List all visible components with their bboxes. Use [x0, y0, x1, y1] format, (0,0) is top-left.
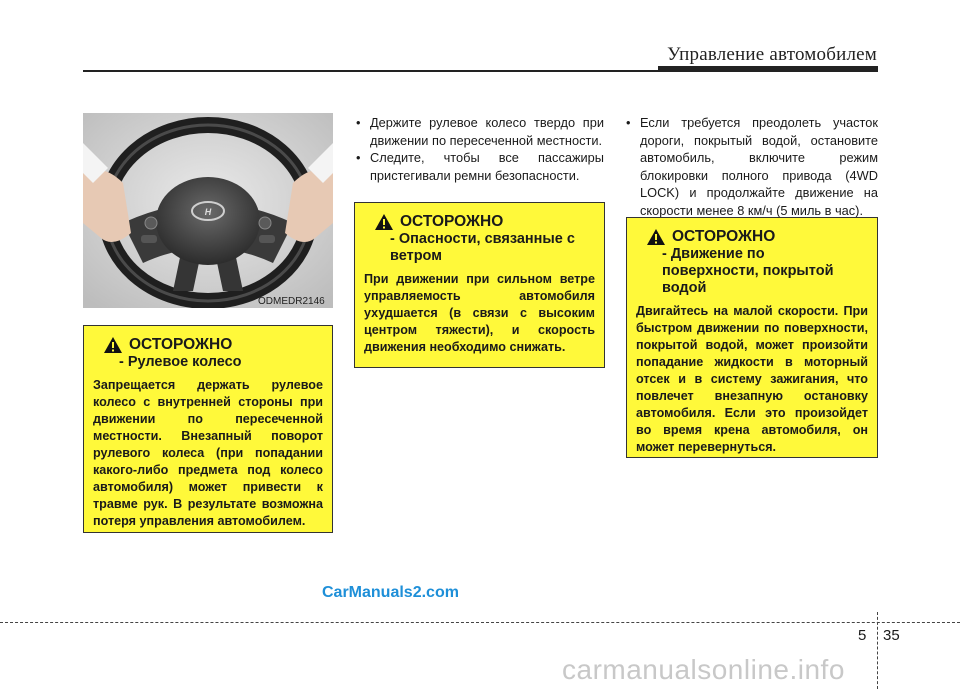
list-item: • Если требуется преодолеть участок дороги, покрытый водой, остановите автомобиль, включите режим блокировки полного привода (4WD LOCK) и продолжайте движение на скорости менее 8 км/ч (5 миль в час). [624, 114, 878, 219]
warning-wind [354, 202, 605, 368]
warning-heading [103, 336, 323, 354]
footer-vertical-divider [877, 612, 878, 689]
warning-body: При движении при сильном ветре управляемость автомобиля ухудшается (в связи с высоким центром тяжести), и скорость движения необходимо снижать. [364, 272, 595, 354]
warning-triangle-icon [103, 336, 123, 354]
steering-wheel-photo [83, 113, 333, 308]
warning-heading-text: ОСТОРОЖНО [129, 336, 233, 353]
header-rule-accent [658, 66, 878, 72]
watermark-link[interactable]: CarManuals2.com [322, 584, 459, 601]
warning-heading-text: ОСТОРОЖНО [400, 213, 504, 230]
warning-steering-wheel [83, 325, 333, 533]
warning-heading [646, 228, 868, 246]
warning-heading [374, 213, 595, 231]
header-title: Управление автомобилем [667, 44, 877, 65]
list-item: • Следите, чтобы все пассажиры пристегивали ремни безопасности. [354, 149, 604, 184]
warning-body: Двигайтесь на малой скорости. При быстром движении по поверхности, покрытой водой, может произойти попадание жидкости в моторный отсек и в систему зажигания, что повлечет внезапную остановку автомобиля. Если это произойдет во время крена автомобиля, он может перевернуться. [636, 304, 868, 454]
steering-wheel-icon [83, 113, 333, 308]
bullet-list-middle [354, 114, 604, 184]
page-number: 35 [883, 627, 900, 644]
svg-text:H: H [204, 207, 212, 217]
list-item: • Держите рулевое колесо твердо при движении по пересеченной местности. [354, 114, 604, 149]
warning-subtitle: - Опасности, связанные с ветром [390, 231, 575, 264]
warning-triangle-icon [646, 228, 666, 246]
site-watermark: carmanualsonline.info [562, 654, 845, 685]
warning-subtitle: - Движение по поверхности, покрытой водой [662, 246, 834, 296]
warning-heading-text: ОСТОРОЖНО [672, 228, 776, 245]
warning-body: Запрещается держать рулевое колесо с внутренней стороны при движении по пересеченной местности. Внезапный поворот рулевого колеса (при попадании какого-либо предмета под колесо автомобиля) может привести к травме рук. В результате возможна потеря управления автомобилем. [93, 378, 323, 528]
warning-subtitle: - Рулевое колесо [119, 354, 242, 370]
footer-divider [0, 622, 960, 623]
warning-triangle-icon [374, 213, 394, 231]
warning-water [626, 217, 878, 458]
bullet-list-right [624, 114, 878, 219]
section-number: 5 [858, 627, 867, 644]
photo-caption: ODMEDR2146 [258, 296, 325, 307]
